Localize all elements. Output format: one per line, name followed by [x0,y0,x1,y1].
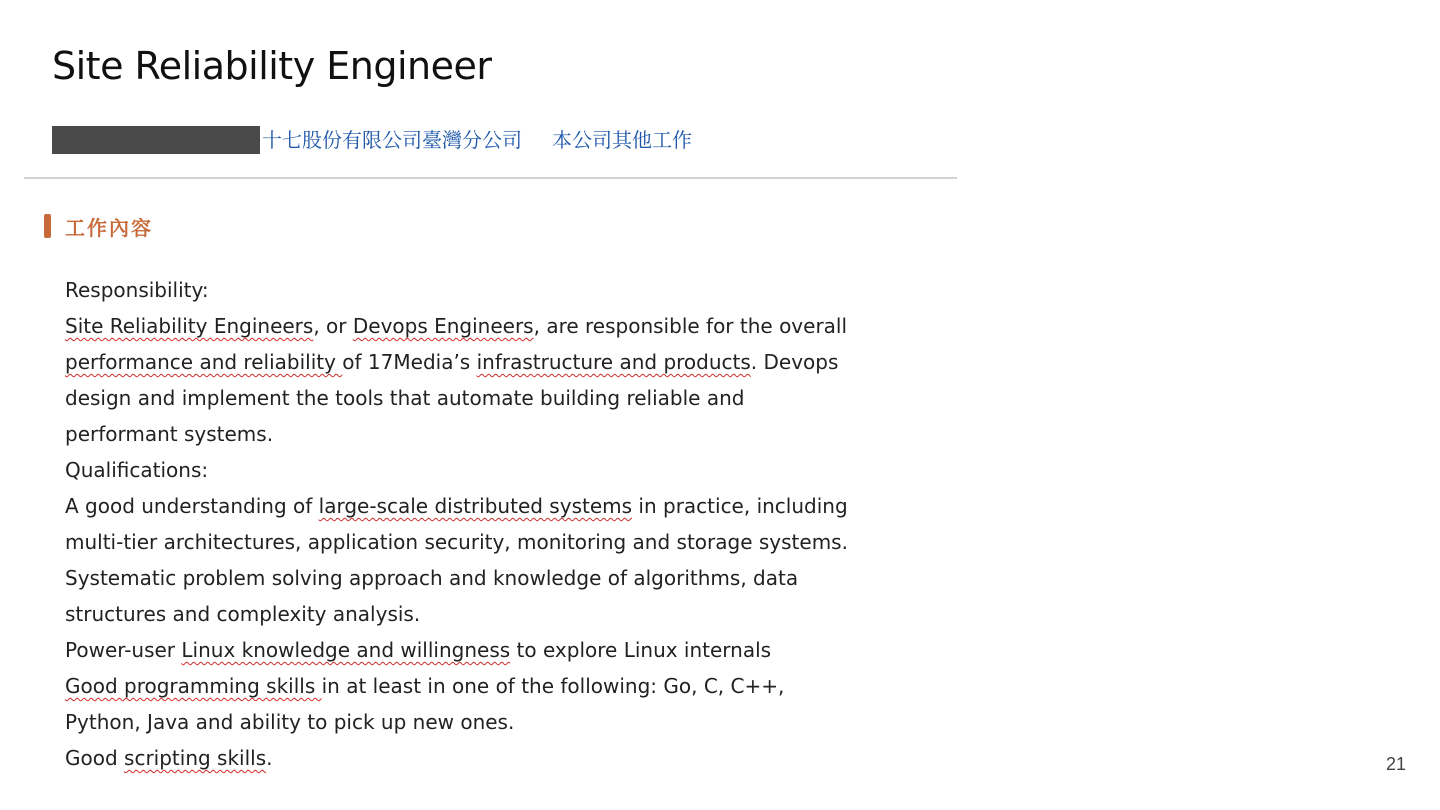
description-text: , are responsible for the overall [533,314,848,338]
description-line [65,272,925,308]
redacted-company-prefix [52,126,260,154]
description-line [65,344,925,380]
description-line [65,632,925,668]
description-text: of 17Media’s [342,350,477,374]
description-line [65,668,925,704]
section-title: 工作內容 [65,215,153,240]
description-text: Systematic problem solving approach and knowledge of algorithms, data [65,566,799,590]
description-text: Power-user [65,638,182,662]
spellcheck-flagged-text: Good programming skills [65,674,322,698]
description-text: design and implement the tools that automate building reliable and [65,386,745,410]
description-line [65,740,925,776]
description-text: Responsibility: [65,278,209,302]
description-line [65,308,925,344]
description-text: in practice, including [632,494,848,518]
description-line [65,380,925,416]
spellcheck-flagged-text: performance and reliability [65,350,343,374]
company-name-link[interactable]: 十七股份有限公司臺灣分公司 [262,127,522,152]
description-text: Good [65,746,125,770]
description-text: in at least in one of the following: Go, C, C++, [321,674,785,698]
job-description [65,272,925,776]
description-line [65,524,925,560]
spellcheck-flagged-text: infrastructure and products [476,350,751,374]
description-line [65,704,925,740]
description-text: performant systems. [65,422,274,446]
page-number: 21 [1385,754,1406,774]
divider [24,177,957,179]
description-text: Python, Java and ability to pick up new ones. [65,710,515,734]
description-text: . [266,746,273,770]
other-jobs-link[interactable]: 本公司其他工作 [552,127,692,152]
description-line [65,596,925,632]
description-text: Qualifications: [65,458,209,482]
description-text: to explore Linux internals [510,638,772,662]
description-line [65,452,925,488]
description-text: multi-tier architectures, application security, monitoring and storage systems. [65,530,848,554]
description-text: . Devops [750,350,839,374]
spellcheck-flagged-text: Linux knowledge and willingness [181,638,511,662]
spellcheck-flagged-text: scripting skills [124,746,267,770]
page-title: Site Reliability Engineer [52,44,492,88]
spellcheck-flagged-text: Devops Engineers [352,314,534,338]
description-line [65,560,925,596]
spellcheck-flagged-text: Site Reliability Engineers [65,314,314,338]
spellcheck-flagged-text: large-scale distributed systems [318,494,633,518]
section-accent-bar [44,214,51,238]
description-line [65,488,925,524]
description-text: structures and complexity analysis. [65,602,421,626]
section-heading [44,212,153,240]
description-line [65,416,925,452]
description-text: , or [313,314,353,338]
company-row [52,122,692,154]
description-text: A good understanding of [65,494,319,518]
